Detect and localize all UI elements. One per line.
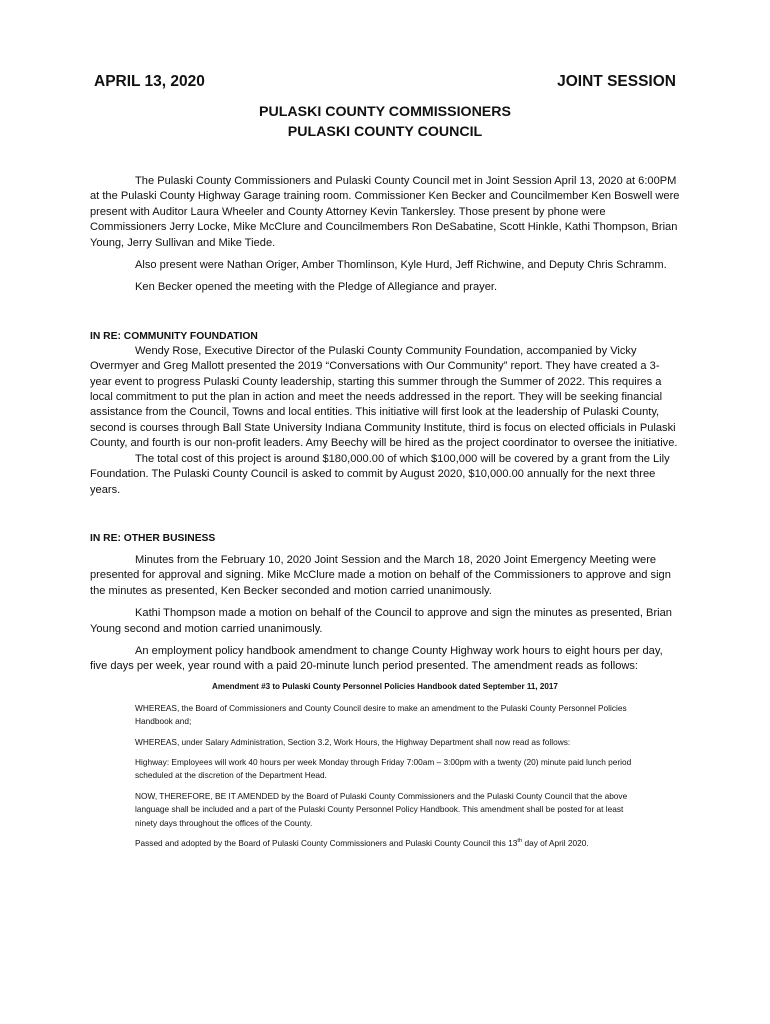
intro-paragraph-attendance: The Pulaski County Commissioners and Pulaski County Council met in Joint Session April 13, 2020 at 6:00PM at the Pulaski County Highway Garage training room. Commissioner Ken Becker and Councilmember Ken Boswell were present with Auditor Laura Wheeler and County Attorney Kevin Tankersley. Those present by phone were Commissioners Jerry Locke, Mike McClure and Councilmembers Ron DeSabatine, Scott Hinkle, Kathi Thompson, Brian Young, Jerry Sullivan and Mike Tiede. <box>90 175 680 249</box>
community-foundation-paragraph-2: The total cost of this project is around $180,000.00 of which $100,000 will be covered by a grant from the Lily Foundation. The Pulaski County Council is asked to commit by August 2020, $10,000.00 annually for the next three years. <box>90 452 670 496</box>
community-foundation-paragraph-1: Wendy Rose, Executive Director of the Pulaski County Community Foundation, accompanied by Vicky Overmyer and Greg Mallott presented the 2019 “Conversations with Our Community” report. They have created a 3-year event to progress Pulaski County leadership, starting this summer through the Summer of 2022. This requires a local commitment to put the plan in action and meet the needs addressed in the report. They will be seeking financial assistance from the Council, Towns and local entities. This initiative will first look at the leadership of Pulaski County, second is courses through Ball State University Indiana Community Institute, third is focus on elected officials in Pulaski County, and fourth is our non-profit leaders. Amy Beechy will be hired as the project coordinator to oversee the initiative. <box>90 344 678 450</box>
title-council: PULASKI COUNTY COUNCIL <box>287 124 483 140</box>
title-commissioners: PULASKI COUNTY COMMISSIONERS <box>259 104 511 120</box>
other-business-paragraph-1: Minutes from the February 10, 2020 Joint Session and the March 18, 2020 Joint Emergency Meeting were presented for approval and signing. Mike McClure made a motion on behalf of the Commissioners to approve and sign the minutes as presented, Ken Becker seconded and motion carried unanimously. <box>90 553 671 597</box>
amendment-whereas-1: WHEREAS, the Board of Commissioners and County Council desire to make an amendment to the Pulaski County Personnel Policies Handbook and; <box>135 702 627 727</box>
amendment-passed <box>135 837 635 850</box>
amendment-passed-date: day of April 2020. <box>522 838 589 848</box>
header-row <box>94 72 676 92</box>
document-titles <box>90 102 680 142</box>
amendment-whereas-2: WHEREAS, under Salary Administration, Section 3.2, Work Hours, the Highway Department shall now read as follows: <box>135 736 571 747</box>
session-type: JOINT SESSION <box>557 73 676 90</box>
section-heading-community-foundation: IN RE: COMMUNITY FOUNDATION <box>90 330 258 342</box>
meeting-date: APRIL 13, 2020 <box>94 73 205 90</box>
amendment-block <box>135 681 635 851</box>
other-business-paragraph-2: Kathi Thompson made a motion on behalf of the Council to approve and sign the minutes as presented, Brian Young second and motion carried unanimously. <box>90 607 672 635</box>
amendment-passed-text: Passed and adopted by the Board of Pulaski County Commissioners and Pulaski County Council this 13 <box>135 838 518 848</box>
intro-paragraph-also-present: Also present were Nathan Origer, Amber Thomlinson, Kyle Hurd, Jeff Richwine, and Deputy Chris Schramm. <box>135 259 667 272</box>
section-heading-other-business: IN RE: OTHER BUSINESS <box>90 532 216 544</box>
amendment-highway: Highway: Employees will work 40 hours per week Monday through Friday 7:00am – 3:00pm with a twenty (20) minute paid lunch period scheduled at the discretion of the Department Head. <box>135 756 632 781</box>
intro-paragraph-opening: Ken Becker opened the meeting with the Pledge of Allegiance and prayer. <box>135 281 498 294</box>
document-page <box>90 72 680 857</box>
other-business-paragraph-3: An employment policy handbook amendment to change County Highway work hours to eight hours per day, five days per week, year round with a paid 20-minute lunch period presented. The amendment reads as follows: <box>90 644 663 673</box>
ordinal-suffix: th <box>517 838 523 845</box>
amendment-title: Amendment #3 to Pulaski County Personnel Policies Handbook dated September 11, 2017 <box>212 681 558 691</box>
amendment-now-therefore: NOW, THEREFORE, BE IT AMENDED by the Board of Pulaski County Commissioners and the Pulaski County Council that the above language shall be included and a part of the Pulaski County Personnel Policy Handbook. This amendment shall be posted for at least ninety days throughout the offices of the County. <box>135 790 628 828</box>
